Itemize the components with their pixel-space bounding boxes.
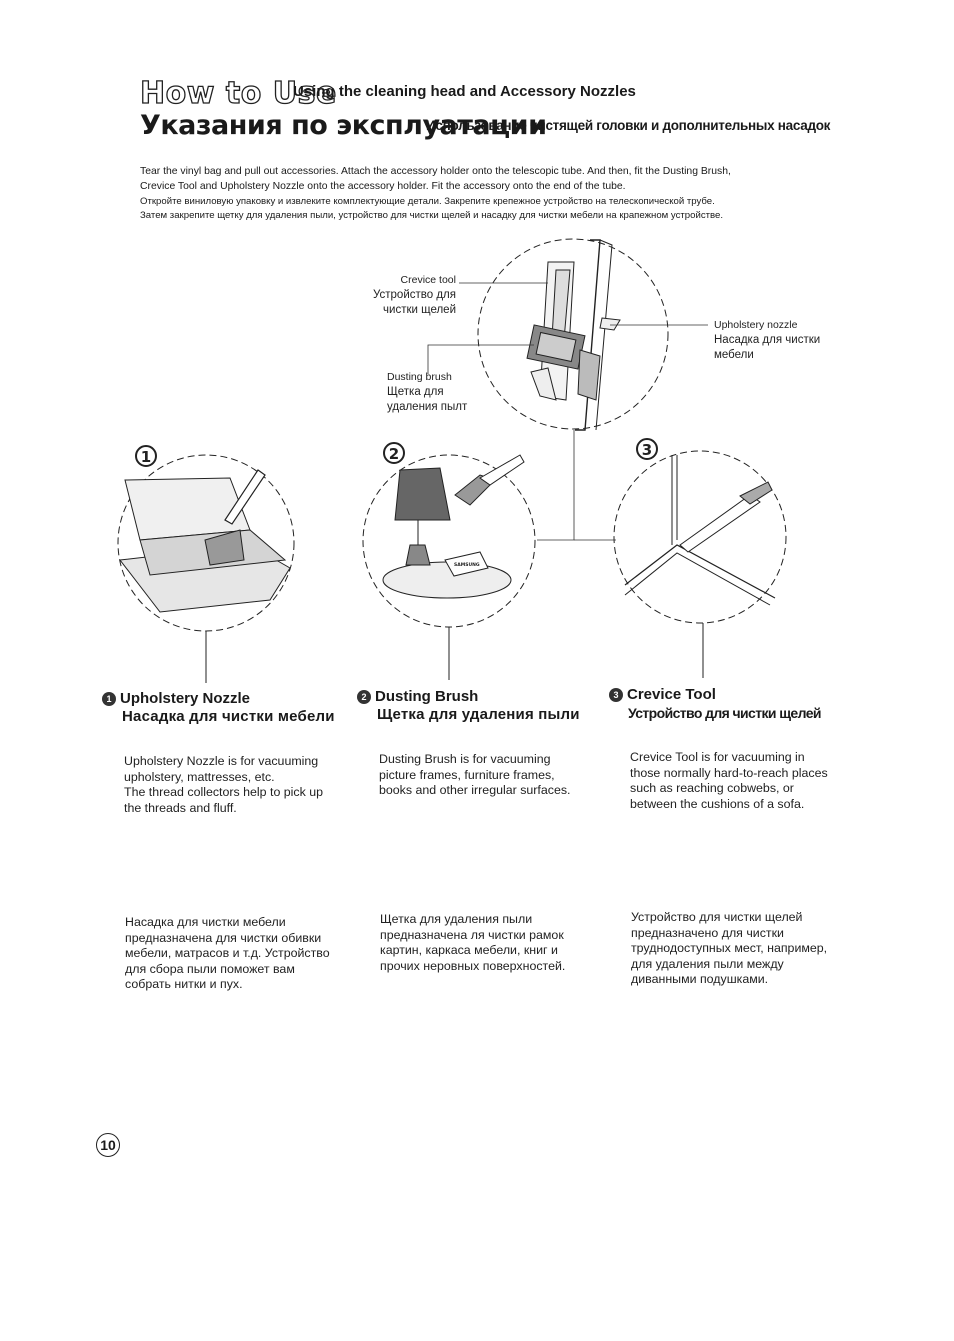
label-upholstery-en: Upholstery nozzle xyxy=(714,319,798,331)
dusting-brush-illustration xyxy=(363,455,535,680)
brush-tag-text: SAMSUNG xyxy=(454,563,480,568)
desc-line: предназначено для чистки xyxy=(631,925,784,940)
label-dusting-brush xyxy=(387,370,467,415)
page-subtitle-en: Using the cleaning head and Accessory Nozzles xyxy=(293,83,636,100)
section-1-desc-en xyxy=(124,754,344,816)
section-1-heading xyxy=(102,690,335,726)
section-2-desc-ru xyxy=(380,912,600,974)
section-1-badge: 1 xyxy=(102,692,116,706)
section-1-title-ru: Насадка для чистки мебели xyxy=(122,708,335,725)
label-crevice-en: Crevice tool xyxy=(400,274,456,286)
label-crevice-ru2: чистки щелей xyxy=(383,304,456,316)
label-dusting-ru1: Щетка для xyxy=(387,386,444,398)
intro-ru-line: Затем закрепите щетку для удаления пыли, устройство для чистки щелей и насадку для чистки мебели на крапежном устройстве. xyxy=(140,210,724,221)
desc-line: picture frames, furniture frames, xyxy=(379,767,555,782)
section-3-heading xyxy=(609,686,821,722)
label-dusting-en: Dusting brush xyxy=(387,371,452,383)
desc-line: Щетка для удаления пыли xyxy=(380,912,533,926)
desc-line: труднодоступных мест, например, xyxy=(631,941,828,955)
section-1-title-en: Upholstery Nozzle xyxy=(120,690,251,707)
desc-line: для удаления пыли между xyxy=(631,956,784,971)
desc-line: upholstery, mattresses, etc. xyxy=(124,769,275,784)
accessory-holder-illustration xyxy=(478,239,668,430)
step-number-3 xyxy=(637,439,657,459)
desc-line: the threads and fluff. xyxy=(124,800,237,815)
desc-line: such as reaching cobwebs, or xyxy=(630,781,794,795)
label-crevice-tool xyxy=(360,273,456,318)
page-number: 10 xyxy=(96,1133,120,1157)
section-3-desc-ru xyxy=(631,910,851,988)
step-number-1-text: 1 xyxy=(140,448,152,466)
section-2-heading xyxy=(357,688,580,724)
intro-en-line: Tear the vinyl bag and pull out accessories. Attach the accessory holder onto the telescopic tube. And then, fit the Dusting Brush, xyxy=(140,166,731,177)
desc-line: Dusting Brush is for vacuuming xyxy=(379,752,551,766)
step-number-2-text: 2 xyxy=(388,445,400,463)
page-subtitle-ru: Использование чистящей головки и дополнительных насадок xyxy=(426,118,831,133)
label-upholstery-nozzle xyxy=(714,318,820,363)
desc-line: предназначена ля чистки рамок xyxy=(380,927,564,942)
desc-line: between the cushions of a sofa. xyxy=(630,796,805,811)
section-3-desc-en xyxy=(630,750,850,812)
section-2-desc-en xyxy=(379,752,599,799)
desc-line: диванными подушками. xyxy=(631,972,769,986)
intro-ru-line: Откройте виниловую упаковку и извлеките комплектующие детали. Закрепите крепежное устройство на телескопической трубе. xyxy=(140,196,715,207)
desc-line: Устройство для чистки щелей xyxy=(631,910,803,924)
section-3-badge: 3 xyxy=(609,688,623,702)
section-1-desc-ru xyxy=(125,915,345,993)
upholstery-nozzle-illustration xyxy=(118,455,294,683)
label-upholstery-ru2: мебели xyxy=(714,349,754,361)
desc-line: прочих неровных поверхностей. xyxy=(380,958,566,973)
intro-en-line: Crevice Tool and Upholstery Nozzle onto the accessory holder. Fit the accessory onto the end of the tube. xyxy=(140,181,626,192)
desc-line: books and other irregular surfaces. xyxy=(379,783,571,797)
desc-line: Насадка для чистки мебели xyxy=(125,915,286,929)
step-number-3-text: 3 xyxy=(641,441,653,459)
crevice-tool-illustration xyxy=(614,451,786,678)
label-upholstery-ru1: Насадка для чистки xyxy=(714,334,821,346)
section-2-badge: 2 xyxy=(357,690,371,704)
desc-line: those normally hard-to-reach places xyxy=(630,765,828,780)
label-dusting-ru2: удаления пылт xyxy=(387,401,468,413)
step-number-2 xyxy=(384,443,404,463)
page-title-en: How to Use xyxy=(140,76,337,111)
desc-line: Crevice Tool is for vacuuming in xyxy=(630,750,805,764)
label-crevice-ru1: Устройство для xyxy=(372,289,456,301)
desc-line: собрать нитки и пух. xyxy=(125,977,243,991)
section-2-title-en: Dusting Brush xyxy=(375,688,479,705)
section-3-title-en: Crevice Tool xyxy=(627,686,716,703)
desc-line: картин, каркаса мебели, книг и xyxy=(380,943,558,957)
desc-line: мебели, матрасов и т.д. Устройство xyxy=(125,946,330,960)
page-title-ru: Указания по эксплуатации xyxy=(140,110,547,141)
section-2-title-ru: Щетка для удаления пыли xyxy=(377,706,580,723)
desc-line: для сбора пыли поможет вам xyxy=(125,961,295,976)
desc-line: предназначена для чистки обивки xyxy=(125,930,322,945)
section-3-title-ru: Устройство для чистки щелей xyxy=(628,705,821,721)
desc-line: The thread collectors help to pick up xyxy=(124,785,324,799)
desc-line: Upholstery Nozzle is for vacuuming xyxy=(124,754,319,768)
step-number-1 xyxy=(136,446,156,466)
